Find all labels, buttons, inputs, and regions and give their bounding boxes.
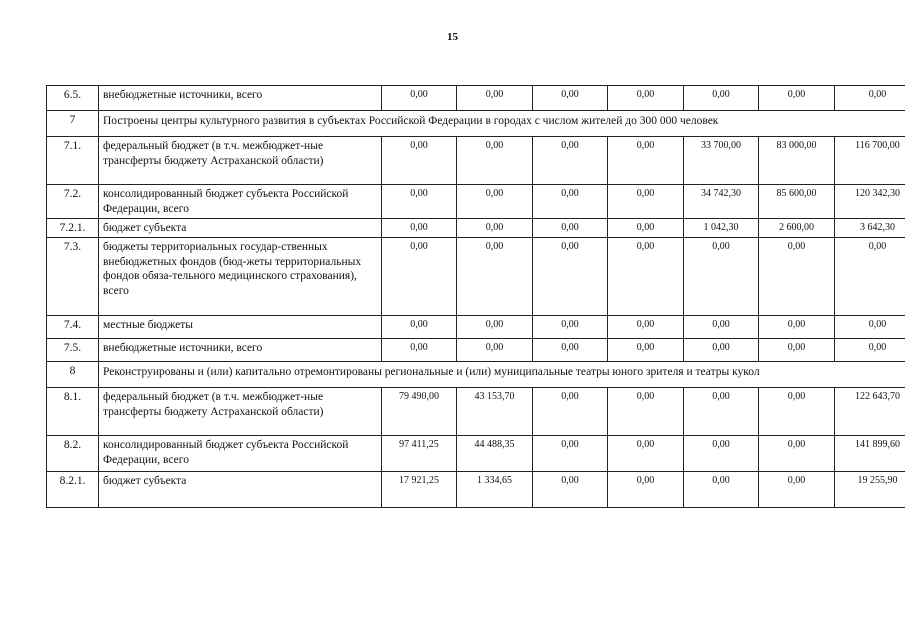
row-description: внебюджетные источники, всего [99,86,382,111]
value-cell: 0,00 [457,185,533,219]
row-description: внебюджетные источники, всего [99,339,382,362]
value-cell: 0,00 [684,388,759,436]
value-cell: 1 042,30 [684,219,759,238]
value-cell: 0,00 [457,339,533,362]
row-code: 7.2.1. [47,219,99,238]
row-code: 7.5. [47,339,99,362]
value-cell: 0,00 [759,339,835,362]
row-description: федеральный бюджет (в т.ч. межбюджет-ные трансферты бюджету Астраханской области) [99,388,382,436]
value-cell: 0,00 [533,219,608,238]
row-code: 7.3. [47,238,99,316]
table-row [47,219,905,238]
total-cell: 122 643,70 [835,388,905,436]
total-cell: 116 700,00 [835,137,905,185]
table-row [47,137,905,185]
value-cell: 0,00 [382,316,457,339]
row-description: бюджет субъекта [99,472,382,508]
value-cell: 0,00 [457,137,533,185]
page-number: 15 [447,31,458,43]
value-cell: 0,00 [457,316,533,339]
value-cell: 0,00 [608,137,684,185]
row-code: 7.2. [47,185,99,219]
value-cell: 0,00 [759,86,835,111]
value-cell: 0,00 [608,472,684,508]
row-description: консолидированный бюджет субъекта Российской Федерации, всего [99,185,382,219]
value-cell: 0,00 [382,185,457,219]
value-cell: 79 490,00 [382,388,457,436]
value-cell: 0,00 [382,137,457,185]
value-cell: 85 600,00 [759,185,835,219]
total-cell: 0,00 [835,238,905,316]
value-cell: 33 700,00 [684,137,759,185]
value-cell: 0,00 [533,388,608,436]
value-cell: 83 000,00 [759,137,835,185]
section-row [47,362,905,388]
value-cell: 0,00 [382,219,457,238]
section-code: 7 [47,111,99,137]
row-code: 7.1. [47,137,99,185]
row-description: местные бюджеты [99,316,382,339]
value-cell: 0,00 [608,86,684,111]
value-cell: 0,00 [533,238,608,316]
table-row [47,86,905,111]
row-description: бюджеты территориальных государ-ственных внебюджетных фондов (бюд-жеты территориальных фондов обяза-тельного медицинского страхования), всего [99,238,382,316]
value-cell: 0,00 [608,436,684,472]
value-cell: 0,00 [533,472,608,508]
section-row [47,111,905,137]
value-cell: 0,00 [759,472,835,508]
value-cell: 0,00 [533,185,608,219]
value-cell: 0,00 [382,339,457,362]
table-row [47,388,905,436]
section-code: 8 [47,362,99,388]
table-row [47,436,905,472]
value-cell: 0,00 [684,86,759,111]
row-code: 6.5. [47,86,99,111]
value-cell: 44 488,35 [457,436,533,472]
value-cell: 1 334,65 [457,472,533,508]
section-title: Реконструированы и (или) капитально отремонтированы региональные и (или) муниципальные театры юного зрителя и театры кукол [99,362,905,388]
value-cell: 0,00 [759,388,835,436]
value-cell: 17 921,25 [382,472,457,508]
value-cell: 97 411,25 [382,436,457,472]
table-row [47,339,905,362]
value-cell: 0,00 [608,238,684,316]
value-cell: 0,00 [684,436,759,472]
row-description: федеральный бюджет (в т.ч. межбюджет-ные трансферты бюджету Астраханской области) [99,137,382,185]
value-cell: 0,00 [382,86,457,111]
total-cell: 0,00 [835,339,905,362]
value-cell: 0,00 [608,185,684,219]
total-cell: 141 899,60 [835,436,905,472]
section-title: Построены центры культурного развития в субъектах Российской Федерации в городах с числом жителей до 300 000 человек [99,111,905,137]
row-description: консолидированный бюджет субъекта Российской Федерации, всего [99,436,382,472]
value-cell: 2 600,00 [759,219,835,238]
value-cell: 0,00 [684,316,759,339]
budget-table [46,85,905,508]
row-description: бюджет субъекта [99,219,382,238]
value-cell: 0,00 [684,472,759,508]
row-code: 8.2. [47,436,99,472]
value-cell: 0,00 [382,238,457,316]
row-code: 8.1. [47,388,99,436]
row-code: 7.4. [47,316,99,339]
value-cell: 0,00 [608,316,684,339]
value-cell: 0,00 [684,339,759,362]
total-cell: 3 642,30 [835,219,905,238]
value-cell: 0,00 [533,339,608,362]
value-cell: 0,00 [608,219,684,238]
total-cell: 120 342,30 [835,185,905,219]
value-cell: 0,00 [608,388,684,436]
row-code: 8.2.1. [47,472,99,508]
value-cell: 0,00 [608,339,684,362]
value-cell: 0,00 [533,316,608,339]
total-cell: 0,00 [835,316,905,339]
value-cell: 0,00 [533,436,608,472]
value-cell: 43 153,70 [457,388,533,436]
value-cell: 34 742,30 [684,185,759,219]
value-cell: 0,00 [759,316,835,339]
value-cell: 0,00 [457,219,533,238]
total-cell: 19 255,90 [835,472,905,508]
table-row [47,316,905,339]
table-row [47,472,905,508]
value-cell: 0,00 [684,238,759,316]
value-cell: 0,00 [533,137,608,185]
total-cell: 0,00 [835,86,905,111]
value-cell: 0,00 [759,238,835,316]
value-cell: 0,00 [533,86,608,111]
table-row [47,238,905,316]
value-cell: 0,00 [759,436,835,472]
table-row [47,185,905,219]
value-cell: 0,00 [457,86,533,111]
value-cell: 0,00 [457,238,533,316]
